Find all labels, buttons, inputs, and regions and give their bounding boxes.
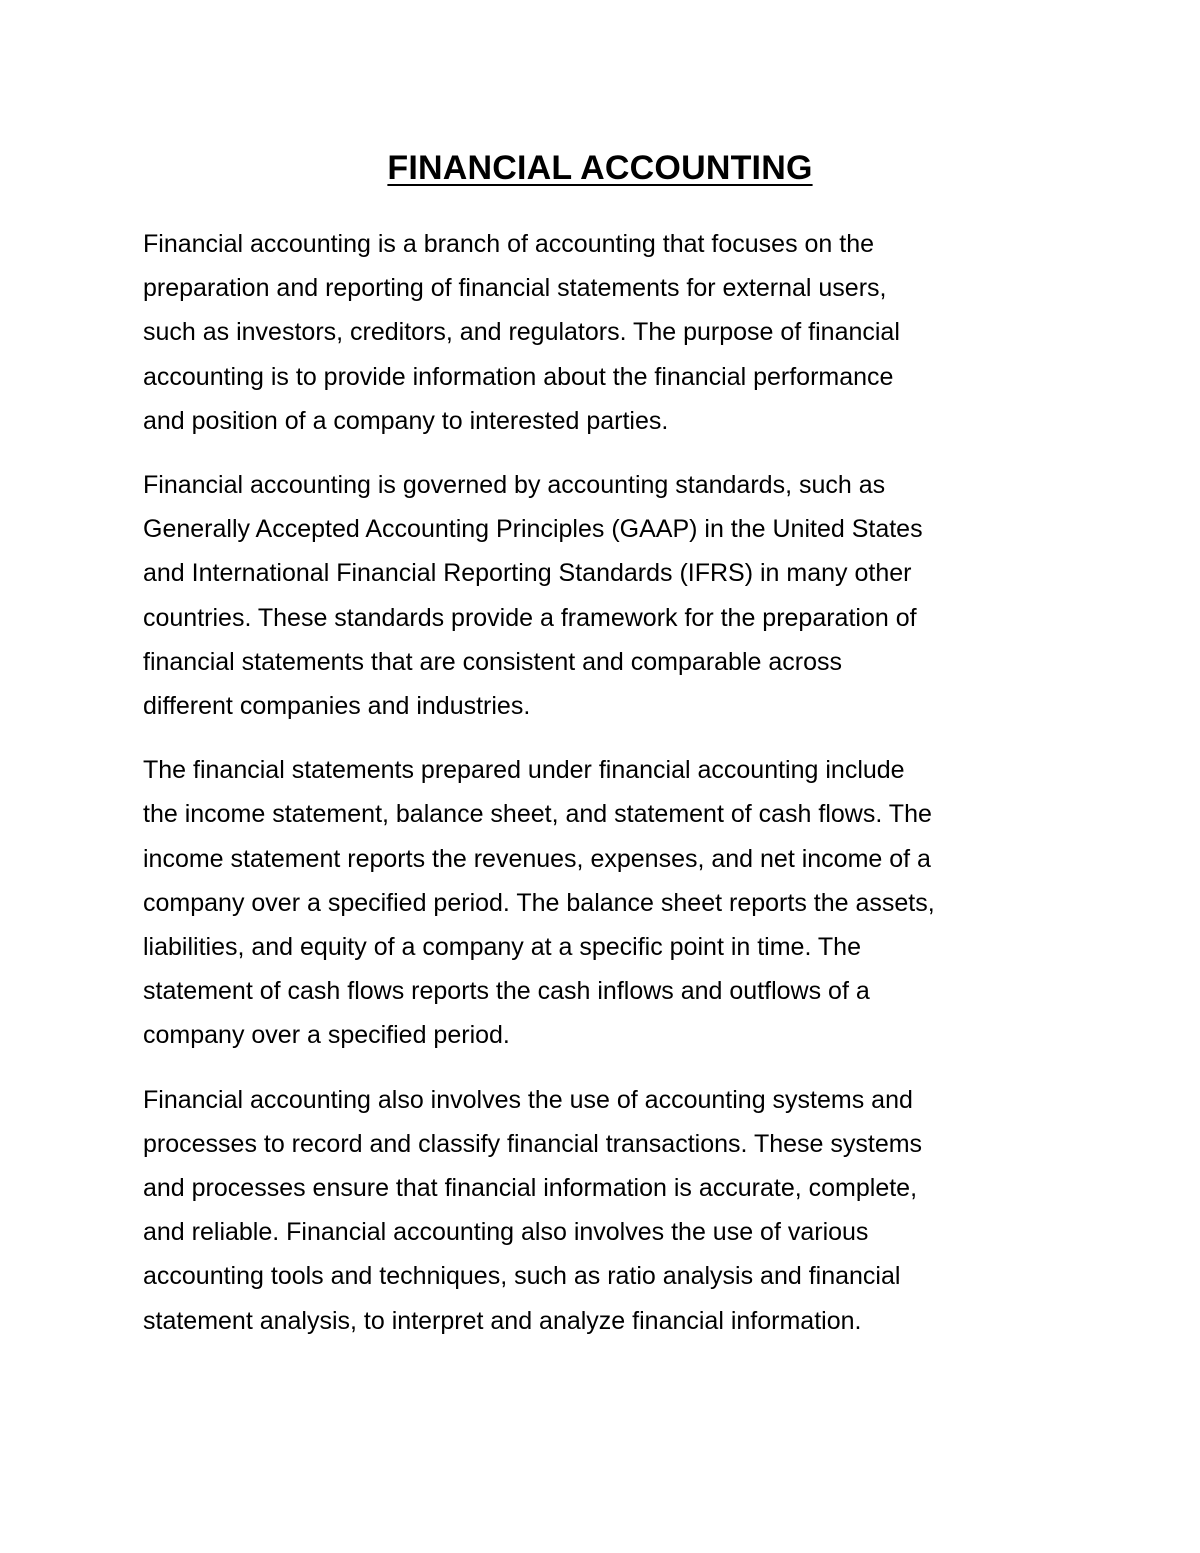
text-line: company over a specified period. The balance sheet reports the assets,	[143, 888, 935, 917]
text-line: The financial statements prepared under financial accounting include	[143, 756, 905, 785]
text-line: income statement reports the revenues, expenses, and net income of a	[143, 844, 931, 873]
text-line: different companies and industries.	[143, 692, 531, 721]
text-line: statement analysis, to interpret and analyze financial information.	[143, 1306, 862, 1335]
paragraph-3	[143, 748, 1083, 1057]
text-line: and reliable. Financial accounting also involves the use of various	[143, 1218, 869, 1247]
text-line: liabilities, and equity of a company at a specific point in time. The	[143, 933, 861, 962]
text-line: and processes ensure that financial information is accurate, complete,	[143, 1174, 918, 1203]
paragraph-1	[143, 222, 1083, 443]
text-line: and position of a company to interested parties.	[143, 406, 669, 435]
text-line: Generally Accepted Accounting Principles (GAAP) in the United States	[143, 515, 923, 544]
text-line: company over a specified period.	[143, 1021, 510, 1050]
text-line: accounting is to provide information about the financial performance	[143, 362, 894, 391]
text-line: Financial accounting also involves the use of accounting systems and	[143, 1085, 913, 1114]
text-line: statement of cash flows reports the cash inflows and outflows of a	[143, 977, 870, 1006]
text-line: accounting tools and techniques, such as ratio analysis and financial	[143, 1262, 901, 1291]
text-line: Financial accounting is governed by accounting standards, such as	[143, 471, 886, 500]
paragraph-4	[143, 1078, 1083, 1343]
text-line: and International Financial Reporting Standards (IFRS) in many other	[143, 559, 912, 588]
text-line: financial statements that are consistent and comparable across	[143, 647, 842, 676]
text-line: preparation and reporting of financial statements for external users,	[143, 274, 887, 303]
text-line: countries. These standards provide a framework for the preparation of	[143, 603, 917, 632]
text-line: processes to record and classify financial transactions. These systems	[143, 1129, 923, 1158]
text-line: the income statement, balance sheet, and statement of cash flows. The	[143, 800, 932, 829]
text-line: such as investors, creditors, and regulators. The purpose of financial	[143, 318, 900, 347]
text-line: Financial accounting is a branch of accounting that focuses on the	[143, 230, 875, 258]
document-title: FINANCIAL ACCOUNTING	[387, 149, 813, 187]
paragraph-2	[143, 463, 1083, 728]
document-body	[143, 222, 1083, 1363]
